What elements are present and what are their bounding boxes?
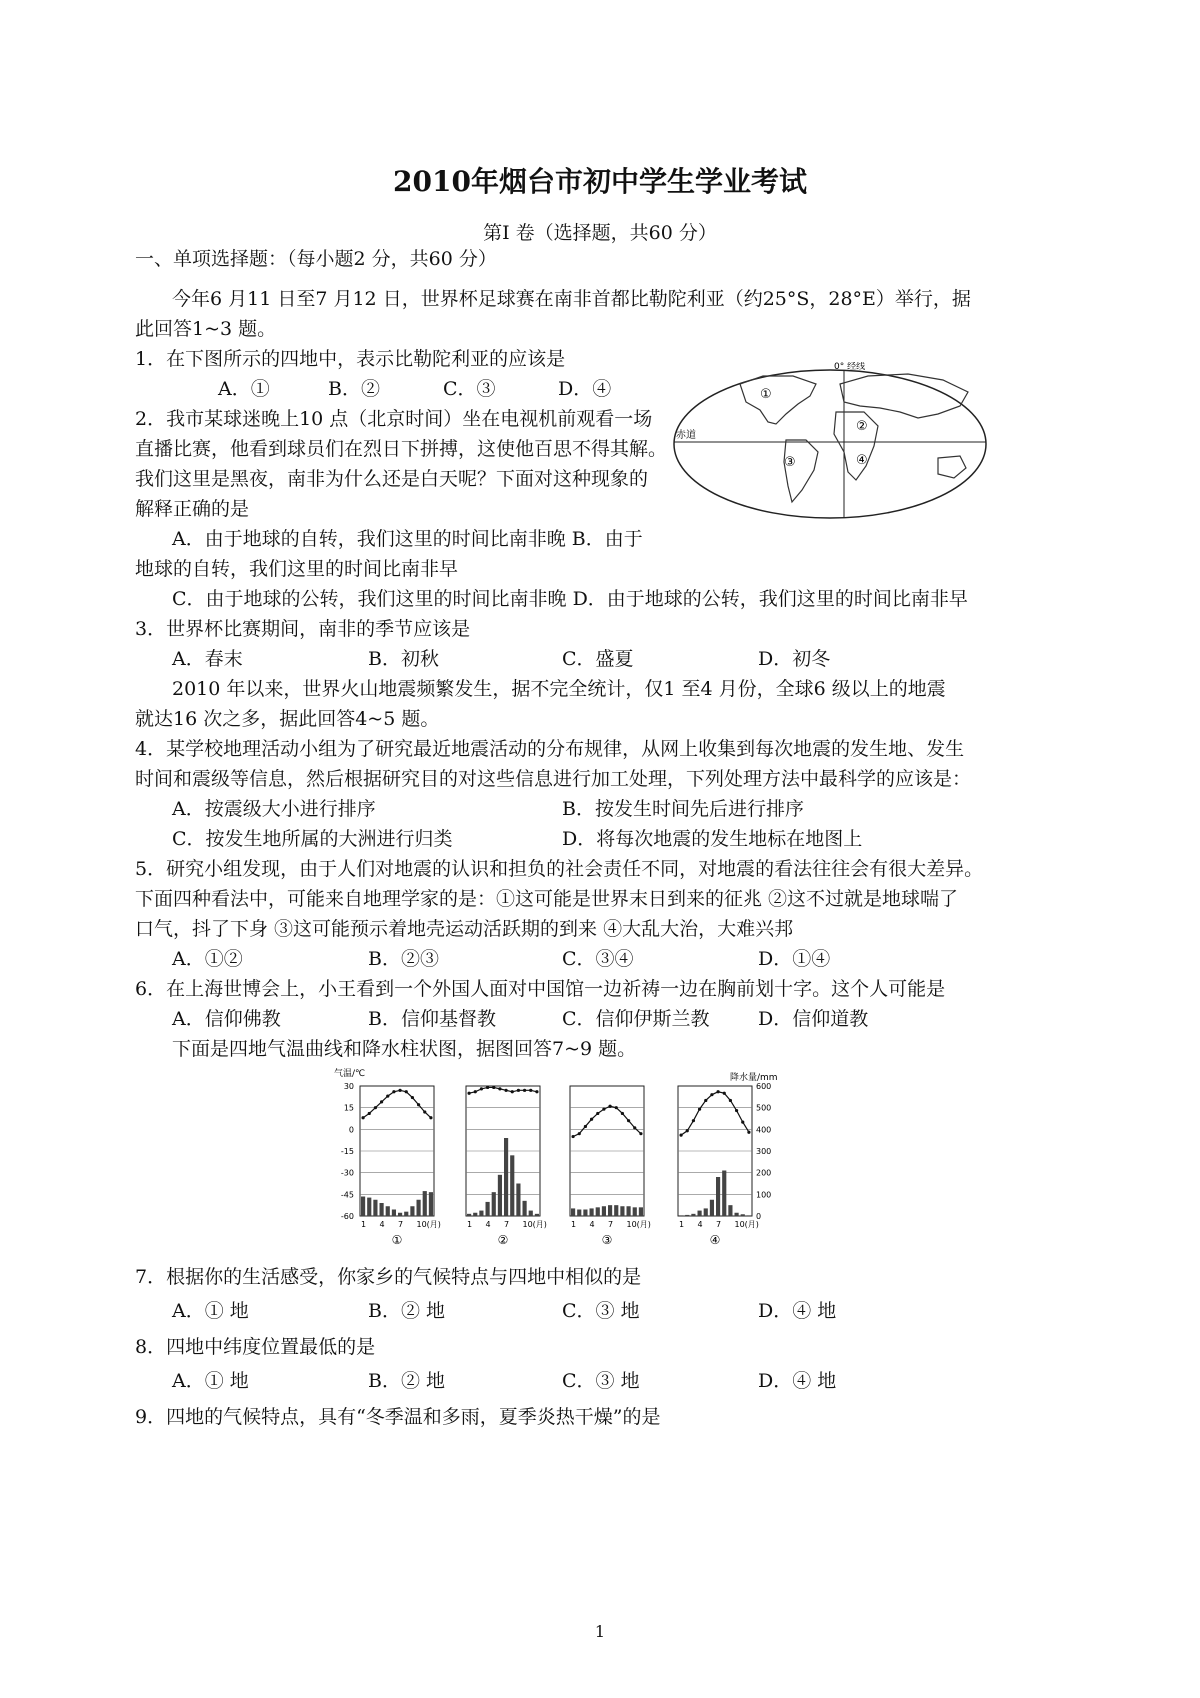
q8-option-d: D．④ 地 bbox=[758, 1370, 837, 1392]
temperature-curve bbox=[573, 1106, 641, 1136]
precip-bar bbox=[728, 1205, 732, 1216]
section-heading: 一、单项选择题：（每小题2 分，共60 分） bbox=[135, 248, 497, 270]
temperature-point bbox=[492, 1086, 495, 1089]
temperature-point bbox=[704, 1099, 707, 1102]
precip-bar bbox=[410, 1206, 414, 1216]
q7-stem: 7．根据你的生活感受，你家乡的气候特点与四地中相似的是 bbox=[135, 1266, 642, 1288]
precip-bar bbox=[620, 1206, 624, 1216]
temperature-point bbox=[615, 1106, 618, 1109]
precip-bar bbox=[398, 1213, 402, 1216]
climate-panel-label: ④ bbox=[709, 1233, 721, 1247]
south-america-shape bbox=[784, 440, 818, 502]
intro-3: 下面是四地气温曲线和降水柱状图，据图回答7~9 题。 bbox=[172, 1038, 637, 1060]
page-title: 2010年烟台市初中学生学业考试 bbox=[393, 165, 807, 198]
precip-bar bbox=[590, 1208, 594, 1216]
q1-stem: 1．在下图所示的四地中，表示比勒陀利亚的应该是 bbox=[135, 348, 566, 370]
precip-bar bbox=[596, 1207, 600, 1216]
precip-bar bbox=[691, 1214, 695, 1216]
temp-axis-label: 气温/℃ bbox=[334, 1069, 366, 1079]
q6-option-d: D．信仰道教 bbox=[758, 1008, 869, 1030]
q1-option-b: B．② bbox=[328, 378, 380, 400]
temperature-point bbox=[747, 1131, 750, 1134]
q5-stem-line-3: 口气，抖了下身 ③这可能预示着地壳运动活跃期的到来 ④大乱大治，大难兴邦 bbox=[135, 918, 794, 940]
precip-bar bbox=[417, 1200, 421, 1216]
meridian-label: 0° 经线 bbox=[834, 362, 866, 372]
temp-tick-label: -30 bbox=[340, 1168, 354, 1178]
precip-bar bbox=[722, 1171, 726, 1217]
temperature-point bbox=[596, 1112, 599, 1115]
temperature-point bbox=[398, 1089, 401, 1092]
temperature-point bbox=[523, 1089, 526, 1092]
precip-tick-label: 100 bbox=[756, 1190, 772, 1200]
q5-option-c: C．③④ bbox=[562, 948, 634, 970]
precip-tick-label: 500 bbox=[756, 1103, 772, 1113]
precip-tick-label: 400 bbox=[756, 1125, 772, 1135]
q5-stem-line-1: 5．研究小组发现，由于人们对地震的认识和担负的社会责任不同，对地震的看法往往会有很大差异。 bbox=[135, 858, 984, 880]
precip-bar bbox=[429, 1192, 433, 1216]
precip-bar bbox=[698, 1211, 702, 1216]
precip-bar bbox=[577, 1210, 581, 1217]
month-tick-label: 10(月) bbox=[626, 1220, 651, 1229]
temperature-point bbox=[368, 1112, 371, 1115]
temperature-point bbox=[511, 1090, 514, 1093]
month-tick-label: 4 bbox=[379, 1220, 385, 1229]
precip-bar bbox=[467, 1214, 471, 1216]
month-tick-label: 7 bbox=[716, 1220, 722, 1229]
q9-stem: 9．四地的气候特点，具有“冬季温和多雨，夏季炎热干燥”的是 bbox=[135, 1406, 661, 1428]
temperature-point bbox=[429, 1116, 432, 1119]
q1-option-a: A．① bbox=[218, 378, 270, 400]
precip-bar bbox=[392, 1210, 396, 1217]
q8-stem: 8．四地中纬度位置最低的是 bbox=[135, 1336, 376, 1358]
precip-bar bbox=[479, 1211, 483, 1216]
temperature-point bbox=[608, 1105, 611, 1108]
precip-bar bbox=[735, 1213, 739, 1216]
q6-option-a: A．信仰佛教 bbox=[172, 1008, 281, 1030]
q6-option-c: C．信仰伊斯兰教 bbox=[562, 1008, 710, 1030]
month-tick-label: 1 bbox=[467, 1220, 473, 1229]
month-tick-label: 7 bbox=[398, 1220, 404, 1229]
precip-bar bbox=[747, 1215, 751, 1216]
temperature-point bbox=[621, 1112, 624, 1115]
north-america-shape bbox=[740, 376, 816, 424]
q5-stem-line-2: 下面四种看法中，可能来自地理学家的是：①这可能是世界末日到来的征兆 ②这不过就是地球喘了 bbox=[135, 888, 959, 910]
q4-option-b: B．按发生时间先后进行排序 bbox=[562, 798, 804, 820]
precip-bar bbox=[583, 1210, 587, 1217]
temperature-point bbox=[698, 1108, 701, 1111]
page-subtitle: 第I 卷（选择题，共60 分） bbox=[483, 222, 717, 244]
precip-bar bbox=[486, 1202, 490, 1216]
q3-option-b: B．初秋 bbox=[368, 648, 439, 670]
temperature-point bbox=[411, 1096, 414, 1099]
month-tick-label: 4 bbox=[485, 1220, 491, 1229]
temperature-point bbox=[639, 1132, 642, 1135]
precip-bar bbox=[492, 1192, 496, 1216]
precip-axis-label: 降水量/mm bbox=[730, 1073, 778, 1083]
q2-options-cd: C．由于地球的公转，我们这里的时间比南非晚 D．由于地球的公转，我们这里的时间比南非早 bbox=[172, 588, 968, 610]
temperature-point bbox=[716, 1090, 719, 1093]
temperature-point bbox=[392, 1090, 395, 1093]
temperature-point bbox=[517, 1089, 520, 1092]
temp-tick-label: -15 bbox=[340, 1147, 354, 1156]
temperature-point bbox=[679, 1134, 682, 1137]
temperature-point bbox=[504, 1089, 507, 1092]
month-tick-label: 10(月) bbox=[734, 1220, 759, 1229]
temp-tick-label: 0 bbox=[348, 1125, 354, 1135]
month-tick-label: 1 bbox=[361, 1220, 367, 1229]
intro-2-line-2: 就达16 次之多，据此回答4~5 题。 bbox=[135, 708, 440, 730]
precip-bar bbox=[473, 1213, 477, 1216]
precip-tick-label: 0 bbox=[756, 1212, 762, 1221]
climate-charts-figure bbox=[330, 1066, 800, 1256]
precip-bar bbox=[367, 1198, 371, 1216]
temperature-point bbox=[486, 1086, 489, 1089]
map-mark-3: ③ bbox=[784, 455, 796, 470]
temperature-point bbox=[710, 1093, 713, 1096]
precip-bar bbox=[523, 1201, 527, 1216]
precip-bar bbox=[716, 1177, 720, 1216]
precip-bar bbox=[516, 1184, 520, 1217]
temperature-point bbox=[578, 1132, 581, 1135]
q5-option-d: D．①④ bbox=[758, 948, 831, 970]
temperature-point bbox=[723, 1092, 726, 1095]
temp-tick-label: 30 bbox=[343, 1082, 354, 1091]
precip-bar bbox=[380, 1203, 384, 1216]
temperature-curve bbox=[363, 1090, 431, 1117]
month-tick-label: 1 bbox=[571, 1220, 577, 1229]
precip-bar bbox=[529, 1211, 533, 1216]
month-tick-label: 4 bbox=[589, 1220, 595, 1229]
q5-option-b: B．②③ bbox=[368, 948, 439, 970]
q4-option-d: D．将每次地震的发生地标在地图上 bbox=[562, 828, 863, 850]
precip-bar bbox=[361, 1197, 365, 1217]
q7-option-b: B．② 地 bbox=[368, 1300, 446, 1322]
temperature-point bbox=[467, 1092, 470, 1095]
temperature-point bbox=[405, 1090, 408, 1093]
temp-tick-label: 15 bbox=[343, 1103, 354, 1113]
q2-stem-line-3: 我们这里是黑夜，南非为什么还是白天呢？下面对这种现象的 bbox=[135, 468, 649, 490]
climate-panel-label: ① bbox=[391, 1233, 403, 1247]
page-number: 1 bbox=[594, 1622, 606, 1641]
q1-option-d: D．④ bbox=[558, 378, 612, 400]
precip-bar bbox=[404, 1212, 408, 1216]
temperature-point bbox=[361, 1116, 364, 1119]
precip-tick-label: 200 bbox=[756, 1168, 772, 1178]
world-map-figure bbox=[668, 362, 992, 526]
temperature-point bbox=[423, 1110, 426, 1113]
q2-stem-line-4: 解释正确的是 bbox=[135, 498, 250, 520]
q3-option-c: C．盛夏 bbox=[562, 648, 634, 670]
temperature-point bbox=[529, 1089, 532, 1092]
precip-bar bbox=[423, 1191, 427, 1216]
q6-option-b: B．信仰基督教 bbox=[368, 1008, 496, 1030]
temperature-point bbox=[571, 1135, 574, 1138]
temperature-point bbox=[380, 1100, 383, 1103]
q3-option-d: D．初冬 bbox=[758, 648, 831, 670]
intro-2-line-1: 2010 年以来，世界火山地震频繁发生，据不完全统计，仅1 至4 月份，全球6 级以上的地震 bbox=[172, 678, 946, 700]
month-tick-label: 10(月) bbox=[522, 1220, 547, 1229]
map-mark-4: ④ bbox=[856, 453, 868, 468]
month-tick-label: 1 bbox=[679, 1220, 685, 1229]
q4-option-c: C．按发生地所属的大洲进行归类 bbox=[172, 828, 453, 850]
q6-stem: 6．在上海世博会上，小王看到一个外国人面对中国馆一边祈祷一边在胸前划十字。这个人可能是 bbox=[135, 978, 946, 1000]
temperature-point bbox=[474, 1090, 477, 1093]
intro-1-line-1: 今年6 月11 日至7 月12 日，世界杯足球赛在南非首都比勒陀利亚（约25°S，28°E）举行，据 bbox=[172, 288, 971, 310]
month-tick-label: 7 bbox=[608, 1220, 614, 1229]
map-mark-2: ② bbox=[856, 419, 868, 434]
precip-tick-label: 600 bbox=[756, 1082, 772, 1091]
climate-panel-label: ③ bbox=[601, 1233, 613, 1247]
q2-stem-line-2: 直播比赛，他看到球员们在烈日下拼搏，这使他百思不得其解。 bbox=[135, 438, 668, 460]
temperature-point bbox=[374, 1106, 377, 1109]
month-tick-label: 10(月) bbox=[416, 1220, 441, 1229]
precip-bar bbox=[685, 1215, 689, 1216]
precip-bar bbox=[679, 1215, 683, 1216]
temperature-point bbox=[498, 1087, 501, 1090]
temperature-point bbox=[686, 1129, 689, 1132]
temperature-point bbox=[735, 1109, 738, 1112]
precip-bar bbox=[710, 1200, 714, 1216]
q8-option-a: A．① 地 bbox=[172, 1370, 249, 1392]
temperature-curve bbox=[469, 1087, 537, 1093]
precip-bar bbox=[504, 1138, 508, 1216]
temperature-point bbox=[480, 1087, 483, 1090]
precip-bar bbox=[741, 1214, 745, 1216]
q5-option-a: A．①② bbox=[172, 948, 243, 970]
q3-stem: 3．世界杯比赛期间，南非的季节应该是 bbox=[135, 618, 471, 640]
temperature-point bbox=[741, 1121, 744, 1124]
temp-tick-label: -45 bbox=[340, 1190, 354, 1200]
precip-bar bbox=[614, 1205, 618, 1216]
q4-stem-line-2: 时间和震级等信息，然后根据研究目的对这些信息进行加工处理，下列处理方法中最科学的应该是： bbox=[135, 768, 972, 790]
precip-bar bbox=[373, 1200, 377, 1216]
temperature-point bbox=[729, 1099, 732, 1102]
temperature-point bbox=[417, 1103, 420, 1106]
precip-tick-label: 300 bbox=[756, 1147, 772, 1156]
precip-bar bbox=[571, 1208, 575, 1216]
q2-options-ab-line-2: 地球的自转，我们这里的时间比南非早 bbox=[135, 558, 459, 580]
q8-option-c: C．③ 地 bbox=[562, 1370, 640, 1392]
precip-bar bbox=[633, 1207, 637, 1216]
q7-option-a: A．① 地 bbox=[172, 1300, 249, 1322]
q8-option-b: B．② 地 bbox=[368, 1370, 446, 1392]
temp-tick-label: -60 bbox=[340, 1212, 354, 1221]
equator-label: 赤道 bbox=[676, 430, 696, 441]
precip-bar bbox=[704, 1208, 708, 1216]
temperature-point bbox=[590, 1118, 593, 1121]
map-outline bbox=[674, 370, 986, 518]
precip-bar bbox=[386, 1206, 390, 1216]
q3-option-a: A．春末 bbox=[172, 648, 243, 670]
q2-stem-line-1: 2．我市某球迷晚上10 点（北京时间）坐在电视机前观看一场 bbox=[135, 408, 653, 430]
temperature-point bbox=[602, 1108, 605, 1111]
month-tick-label: 7 bbox=[504, 1220, 510, 1229]
temperature-point bbox=[535, 1090, 538, 1093]
month-tick-label: 4 bbox=[697, 1220, 703, 1229]
precip-bar bbox=[608, 1205, 612, 1216]
precip-bar bbox=[498, 1175, 502, 1216]
precip-bar bbox=[639, 1207, 643, 1216]
temperature-point bbox=[386, 1095, 389, 1098]
temperature-curve bbox=[681, 1092, 749, 1135]
temperature-point bbox=[633, 1126, 636, 1129]
australia-shape bbox=[938, 456, 966, 478]
climate-panel-label: ② bbox=[497, 1233, 509, 1247]
intro-1-line-2: 此回答1~3 题。 bbox=[135, 318, 277, 340]
q4-option-a: A．按震级大小进行排序 bbox=[172, 798, 376, 820]
precip-bar bbox=[627, 1206, 631, 1216]
q7-option-d: D．④ 地 bbox=[758, 1300, 837, 1322]
q1-option-c: C．③ bbox=[443, 378, 496, 400]
temperature-point bbox=[627, 1119, 630, 1122]
temperature-point bbox=[692, 1119, 695, 1122]
q4-stem-line-1: 4．某学校地理活动小组为了研究最近地震活动的分布规律，从网上收集到每次地震的发生地、发生 bbox=[135, 738, 965, 760]
q7-option-c: C．③ 地 bbox=[562, 1300, 640, 1322]
q2-options-ab-line-1: A．由于地球的自转，我们这里的时间比南非晚 B．由于 bbox=[172, 528, 643, 550]
precip-bar bbox=[602, 1206, 606, 1216]
precip-bar bbox=[510, 1155, 514, 1216]
map-mark-1: ① bbox=[760, 387, 772, 402]
temperature-point bbox=[584, 1125, 587, 1128]
precip-bar bbox=[535, 1214, 539, 1216]
